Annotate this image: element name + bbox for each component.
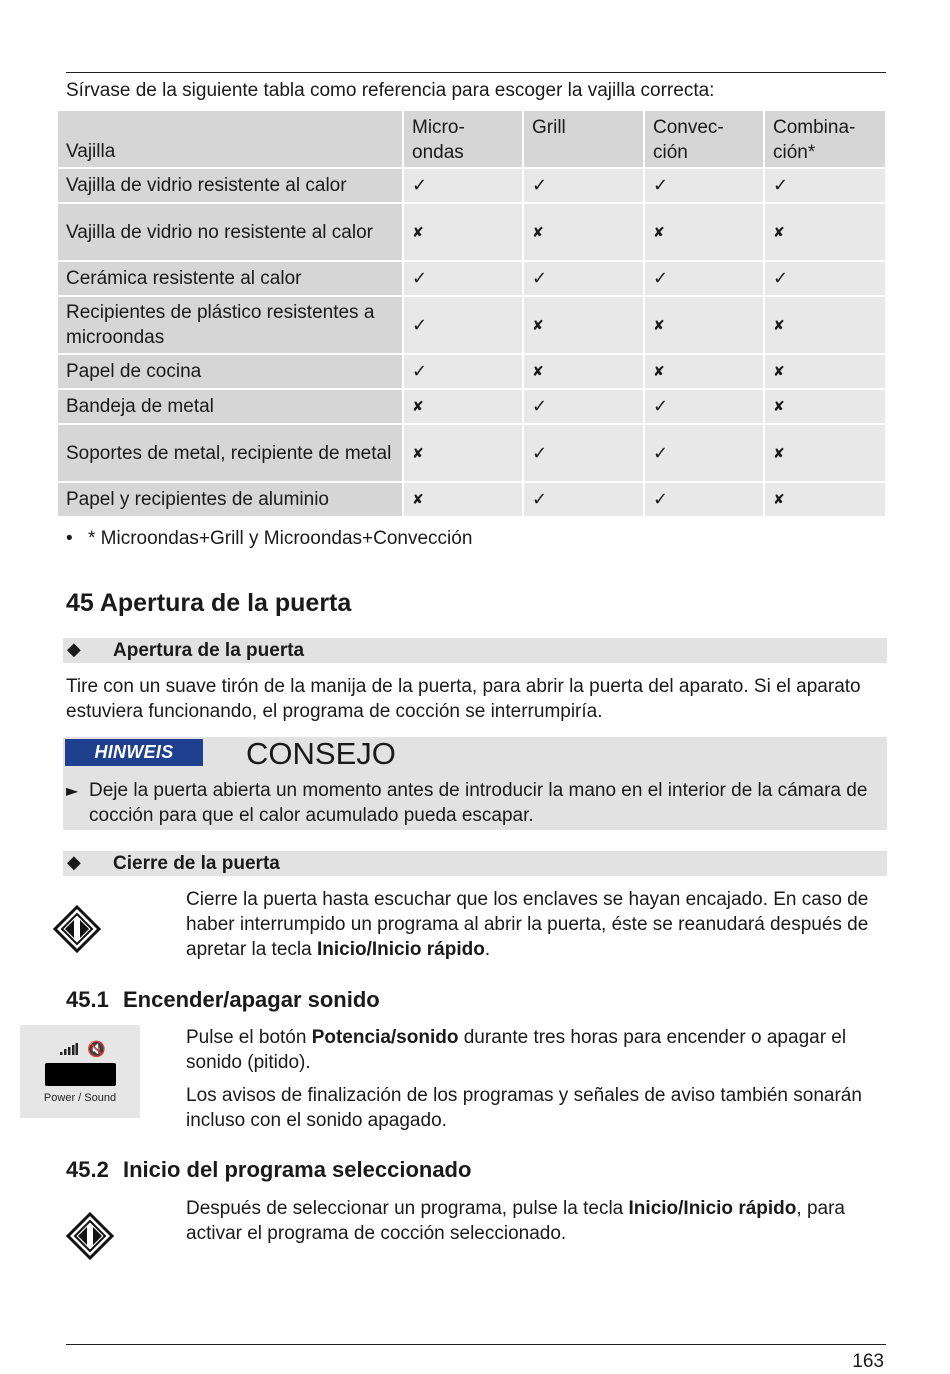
check-icon: ✓ [532,489,548,510]
start-text: Después de seleccionar un programa, pulse la tecla Inicio/Inicio rápido, para activar el programa de cocción seleccionado. [186,1198,845,1244]
table-cell [644,424,764,482]
cross-icon: ✘ [412,445,424,462]
check-icon: ✓ [532,175,548,196]
table-cell [403,389,523,424]
tip-title: CONSEJO [246,736,396,771]
table-row [57,482,886,517]
table-cell [764,424,886,482]
power-sound-button [45,1063,116,1086]
table-cell [644,389,764,424]
table-cell-vajilla: Papel de cocina [57,354,403,389]
top-rule [66,72,886,73]
power-sound-label: Power / Sound [43,1092,117,1104]
check-icon: ✓ [653,396,669,417]
table-cell [644,482,764,517]
key-name-bold: Potencia/sonido [311,1027,459,1048]
footnote-text: * Microondas+Grill y Microondas+Convección [88,528,473,549]
header-vajilla: Vajilla [57,110,403,168]
table-cell [764,296,886,354]
table-cell-vajilla: Soportes de metal, recipiente de metal [57,424,403,482]
table-cell [523,168,644,203]
table-cell [644,203,764,261]
table-row [57,168,886,203]
mute-icon: 🔇 [87,1040,106,1058]
check-icon: ✓ [412,361,428,382]
table-cell [764,354,886,389]
check-icon: ✓ [653,175,669,196]
tip-text: Deje la puerta abierta un momento antes de introducir la mano en el interior de la cámara de cocción para que el calor acumulado pueda escapar. [89,780,868,826]
subheading-bar-closing [63,851,887,876]
table-cell [644,261,764,296]
check-icon: ✓ [532,268,548,289]
table-cell [403,296,523,354]
power-level-bars-icon [60,1043,78,1055]
header-grill: Grill [523,110,644,168]
table-cell-vajilla: Recipientes de plástico resistentes a microondas [57,296,403,354]
table-cell [523,389,644,424]
table-cell [523,203,644,261]
table-cell-vajilla: Bandeja de metal [57,389,403,424]
subheading-closing: Cierre de la puerta [113,853,280,874]
table-cell [764,203,886,261]
check-icon: ✓ [773,175,789,196]
closing-text: Cierre la puerta hasta escuchar que los enclaves se hayan encajado. En caso de haber interrumpido un programa al abrir la puerta, éste se reanudará después de apretar la tecla Inicio/Inicio rápido. [186,889,869,960]
check-icon: ✓ [412,314,428,336]
sound-text-2: Los avisos de finalización de los programas y señales de aviso también sonarán incluso con el sonido apagado. [186,1085,862,1131]
table-cell [403,424,523,482]
table-cell [644,354,764,389]
power-sound-panel [20,1025,140,1118]
cross-icon: ✘ [412,399,424,415]
cross-icon: ✘ [773,445,785,462]
table-cell-vajilla: Cerámica resistente al calor [57,261,403,296]
table-row [57,424,886,482]
header-microondas: Micro- ondas [403,110,523,168]
table-cell [644,296,764,354]
table-cell [764,168,886,203]
cross-icon: ✘ [653,224,665,241]
check-icon: ✓ [532,442,548,464]
table-row [57,296,886,354]
check-icon: ✓ [653,442,669,464]
cross-icon: ✘ [653,317,665,334]
subheading-opening: Apertura de la puerta [113,640,305,661]
section-title: 45 Apertura de la puerta [66,589,352,617]
hinweis-badge: HINWEIS [65,739,203,766]
arrow-right-icon: ► [66,781,79,800]
tableware-table [56,109,887,518]
sound-text-1: Pulse el botón Potencia/sonido durante tres horas para encender o apagar el sonido (pitido). [186,1027,847,1073]
table-cell-vajilla: Vajilla de vidrio resistente al calor [57,168,403,203]
check-icon: ✓ [653,268,669,289]
key-name-bold: Inicio/Inicio rápido [628,1198,797,1219]
intro-text: Sírvase de la siguiente tabla como referencia para escoger la vajilla correcta: [66,80,715,101]
opening-text: Tire con un suave tirón de la manija de la puerta, para abrir la puerta del aparato. Si el aparato estuviera funcionando, el programa de cocción se interrumpiría. [66,676,861,722]
bullet: • [66,528,73,549]
cross-icon: ✘ [532,364,544,380]
subsection-sound-title: 45.1 Encender/apagar sonido [66,987,380,1012]
start-button-icon [53,905,101,953]
check-icon: ✓ [532,396,548,417]
table-cell-vajilla: Vajilla de vidrio no resistente al calor [57,203,403,261]
table-cell [523,424,644,482]
diamond-bullet-icon: ◆ [67,639,81,660]
cross-icon: ✘ [653,364,665,380]
table-row [57,261,886,296]
cross-icon: ✘ [773,224,785,241]
table-cell [403,203,523,261]
cross-icon: ✘ [773,492,785,508]
start-button-icon [66,1212,114,1260]
cross-icon: ✘ [773,317,785,334]
header-conveccion: Convec- ción [644,110,764,168]
table-cell [764,482,886,517]
table-cell [644,168,764,203]
table-row [57,203,886,261]
check-icon: ✓ [412,268,428,289]
cross-icon: ✘ [412,492,424,508]
table-cell [403,354,523,389]
page-number: 163 [852,1351,884,1372]
table-cell [523,354,644,389]
table-header-row [57,110,886,168]
table-row [57,354,886,389]
header-combinacion: Combina- ción* [764,110,886,168]
check-icon: ✓ [773,268,789,289]
tip-text-block [66,778,876,828]
table-cell-vajilla: Papel y recipientes de aluminio [57,482,403,517]
table-row [57,389,886,424]
footnote [66,526,472,551]
subheading-bar-opening [63,638,887,663]
table-cell [523,261,644,296]
cross-icon: ✘ [412,224,424,241]
cross-icon: ✘ [532,317,544,334]
bottom-rule [66,1344,886,1345]
tip-box [63,737,887,830]
table-cell [403,261,523,296]
cross-icon: ✘ [773,399,785,415]
subsection-start-title: 45.2 Inicio del programa seleccionado [66,1157,472,1182]
table-cell [523,482,644,517]
cross-icon: ✘ [773,364,785,380]
table-cell [764,261,886,296]
check-icon: ✓ [653,489,669,510]
cross-icon: ✘ [532,224,544,241]
key-name-bold: Inicio/Inicio rápido [316,939,485,960]
table-cell [764,389,886,424]
table-cell [523,296,644,354]
diamond-bullet-icon: ◆ [67,852,81,873]
table-cell [403,168,523,203]
table-cell [403,482,523,517]
check-icon: ✓ [412,175,428,196]
